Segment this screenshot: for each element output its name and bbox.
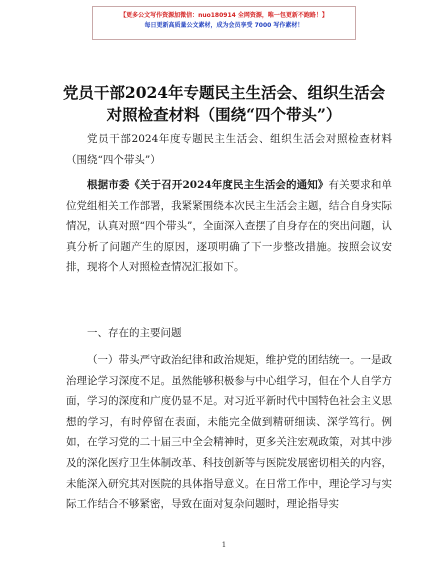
document-title: 党员干部2024年专题民主生活会、组织生活会对照检查材料（围绕“四个带头”） bbox=[62, 83, 386, 124]
subtitle-paragraph: 党员干部2024年度专题民主生活会、组织生活会对照检查材料（围绕“四个带头”） bbox=[66, 133, 392, 166]
item-paragraph: （一）带头严守政治纪律和政治规矩，维护党的团结统一。一是政治理论学习深度不足。虽然能够积极参与中心组学习，但在个人自学方面，学习的深度和广度仍显不足。对习近平新时代中国特色社会主义思想的学习，有时停留在表面，未能完全做到精研细读、深学笃行。例如，在学习党的二十届三中全会精神时，更多关注宏观政策，对其中涉及的深化医疗卫生体制改革、科技创新等与医院发展密切相关的内容，未能深入研究其对医院的具体指导意义。在日常工作中，理论学习与实际工作结合不够紧密，导致在面对复杂问题时，理论指导实 bbox=[66, 354, 392, 511]
section-heading: 一、存在的主要问题 bbox=[87, 327, 182, 339]
intro-text: 有关要求和单位党组相关工作部署，我紧紧围绕本次民主生活会主题，结合自身实际情况，认真对照“四个带头”，全面深入查摆了自身存在的突出问题，认真分析了问题产生的原因，逐项明确了下一步整改措施。按照会议安排，现将个人对照检查情况汇报如下。 bbox=[66, 179, 393, 274]
page-number: 1 bbox=[221, 541, 227, 549]
intro-paragraph bbox=[66, 175, 392, 278]
promo-banner bbox=[92, 6, 356, 40]
intro-bold-text: 根据市委《关于召开2024年度民主生活会的通知》 bbox=[87, 179, 329, 191]
banner-line-2: 每日更新高质量公文素材，成为会员享受 7000 写作素材！ bbox=[144, 22, 304, 29]
banner-line-1: 【更多公文写作资源加微信：nuo180914 全网资源，唯一包更新不跑路！】 bbox=[120, 12, 328, 19]
